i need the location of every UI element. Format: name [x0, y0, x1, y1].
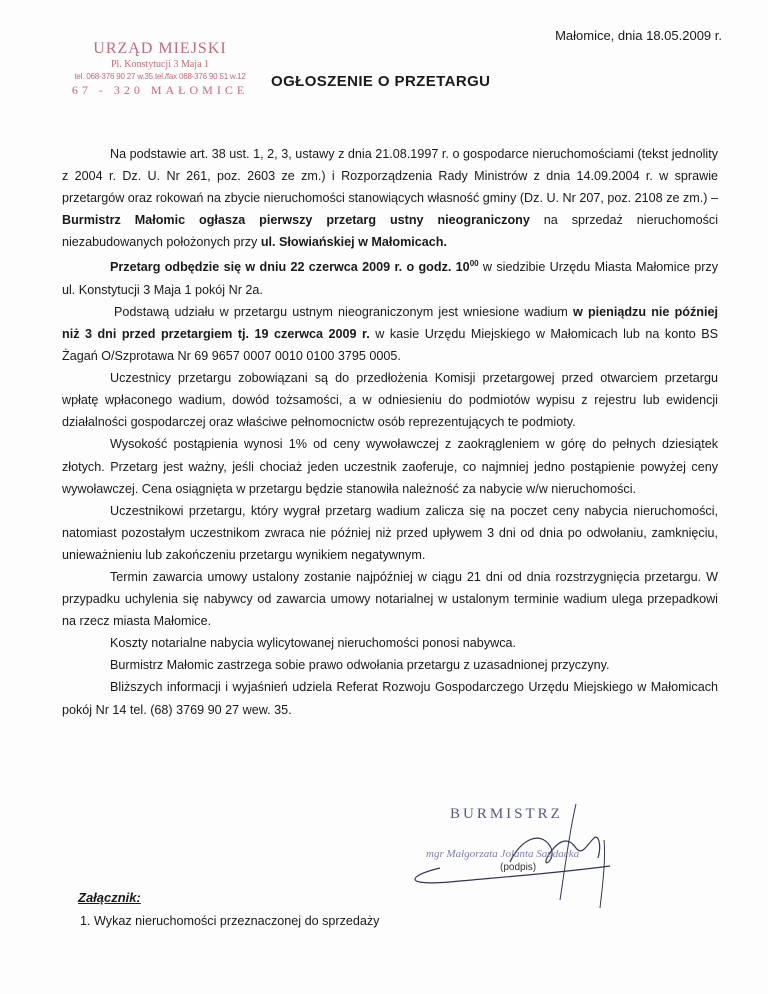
- paragraph: [62, 433, 718, 499]
- text-run: Podstawą udziału w przetargu ustnym nieograniczonym jest wniesione wadium: [114, 304, 573, 319]
- paragraph: [62, 253, 718, 300]
- text-run: Uczestnicy przetargu zobowiązani są do przedłożenia Komisji przetargowej przed otwarciem przetargu wpłatę wpłaconego wadium, dowód tożsamości, a w odniesieniu do podmiotów wypisu z rejestru lub ewidencji działalności gospodarczej oraz właściwe pełnomocnictw osób reprezentujących te podmioty.: [62, 371, 718, 430]
- announcement-body: [62, 143, 718, 721]
- paragraph: [62, 632, 718, 654]
- paragraph: [62, 500, 718, 566]
- signature-title: BURMISTRZ: [450, 806, 563, 822]
- text-run: Bliższych informacji i wyjaśnień udziela Referat Rozwoju Gospodarczego Urzędu Miejskiego w Małomicach pokój Nr 14 tel. (68) 3769 90 27 wew. 35.: [62, 680, 718, 717]
- signature-caption: (podpis): [500, 862, 537, 873]
- paragraph: [62, 676, 718, 720]
- office-stamp: [60, 40, 260, 98]
- bold-text-run: w pieniądzu nie później niż 3 dni przed przetargiem tj. 19 czerwca 2009 r.: [62, 304, 718, 341]
- paragraph: [62, 367, 718, 433]
- text-run: Termin zawarcia umowy ustalony zostanie najpóźniej w ciągu 21 dni od dnia rozstrzygnięcia przetargu. W przypadku uchylenia się nabywcy od zawarcia umowy notarialnej w ustalonym terminie wadium ulega przepadkowi na rzecz miasta Małomice.: [62, 569, 718, 629]
- attachments-heading: Załącznik:: [78, 890, 141, 905]
- bold-text-run: 00: [469, 259, 479, 269]
- paragraph: [62, 654, 718, 676]
- paragraph: [62, 301, 718, 367]
- bold-text-run: Przetarg odbędzie się w dniu 22 czerwca 2009 r. o godz. 10: [110, 260, 470, 275]
- signatory-name: mgr Małgorzata Jolanta Saudacka: [426, 848, 580, 860]
- stamp-line-office: URZĄD MIEJSKI: [93, 40, 227, 57]
- text-run: w siedzibie Urzędu Miasta Małomice przy ul. Konstytucji 3 Maja 1 pokój Nr 2a.: [62, 260, 718, 297]
- bold-text-run: ul. Słowiańskiej w Małomicach.: [260, 235, 447, 250]
- text-run: Uczestnikowi przetargu, który wygrał przetarg wadium zalicza się na poczet ceny nabycia nieruchomości, natomiast pozostałym uczestnikom zwraca nie później niż przed upływem 3 dni od dnia po odwołaniu, zamknięciu, unieważnieniu lub zakończeniu przetargu wynikiem negatywnym.: [62, 503, 718, 562]
- text-run: Wysokość postąpienia wynosi 1% od ceny wywoławczej z zaokrągleniem w górę do pełnych dziesiątek złotych. Przetarg jest ważny, jeśli chociaż jeden uczestnik zaoferuje, co najmniej jedno postąpienie powyżej ceny wywoławczej. Cena osiągnięta w przetargu będzie stanowiła należność za nabycie w/w nieruchomości.: [62, 437, 718, 496]
- signature-block: [390, 800, 720, 920]
- stamp-line-phone: tel. 068-376 90 27 w.35.tel./fax 068-376 90 51 w.12: [74, 72, 246, 81]
- place-date: Małomice, dnia 18.05.2009 r.: [555, 28, 722, 43]
- text-run: na sprzedaż nieruchomości niezabudowanych położonych przy: [62, 213, 718, 250]
- attachment-item: 1. Wykaz nieruchomości przeznaczonej do sprzedaży: [80, 914, 380, 928]
- text-run: Koszty notarialne nabycia wylicytowanej nieruchomości ponosi nabywca.: [110, 636, 517, 651]
- stamp-line-address: Pl. Konstytucji 3 Maja 1: [110, 59, 210, 70]
- bold-text-run: Burmistrz Małomic ogłasza pierwszy przetarg ustny nieograniczony: [62, 213, 530, 228]
- paragraph: [62, 143, 718, 253]
- stamp-line-city: 67 - 320 MAŁOMICE: [71, 83, 249, 97]
- text-run: w kasie Urzędu Miejskiego w Małomicach lub na konto BS Żagań O/Szprotawa Nr 69 9657 0007 0010 0100 3795 0005.: [62, 326, 718, 364]
- document-title: OGŁOSZENIE O PRZETARGU: [271, 73, 491, 90]
- paragraph: [62, 566, 718, 632]
- text-run: Burmistrz Małomic zastrzega sobie prawo odwołania przetargu z uzasadnionej przyczyny.: [110, 658, 610, 673]
- text-run: Na podstawie art. 38 ust. 1, 2, 3, ustawy z dnia 21.08.1997 r. o gospodarce nieruchomościami (tekst jednolity z 2004 r. Dz. U. Nr 261, poz. 2603 ze zm.) i Rozporządzenia Rady Ministrów z dnia 14.09.2004 r. w sprawie przetargów oraz rokowań na zbycie nieruchomości stanowiących własność gminy (Dz. U. Nr 207, poz. 2108 ze zm.) –: [62, 147, 718, 206]
